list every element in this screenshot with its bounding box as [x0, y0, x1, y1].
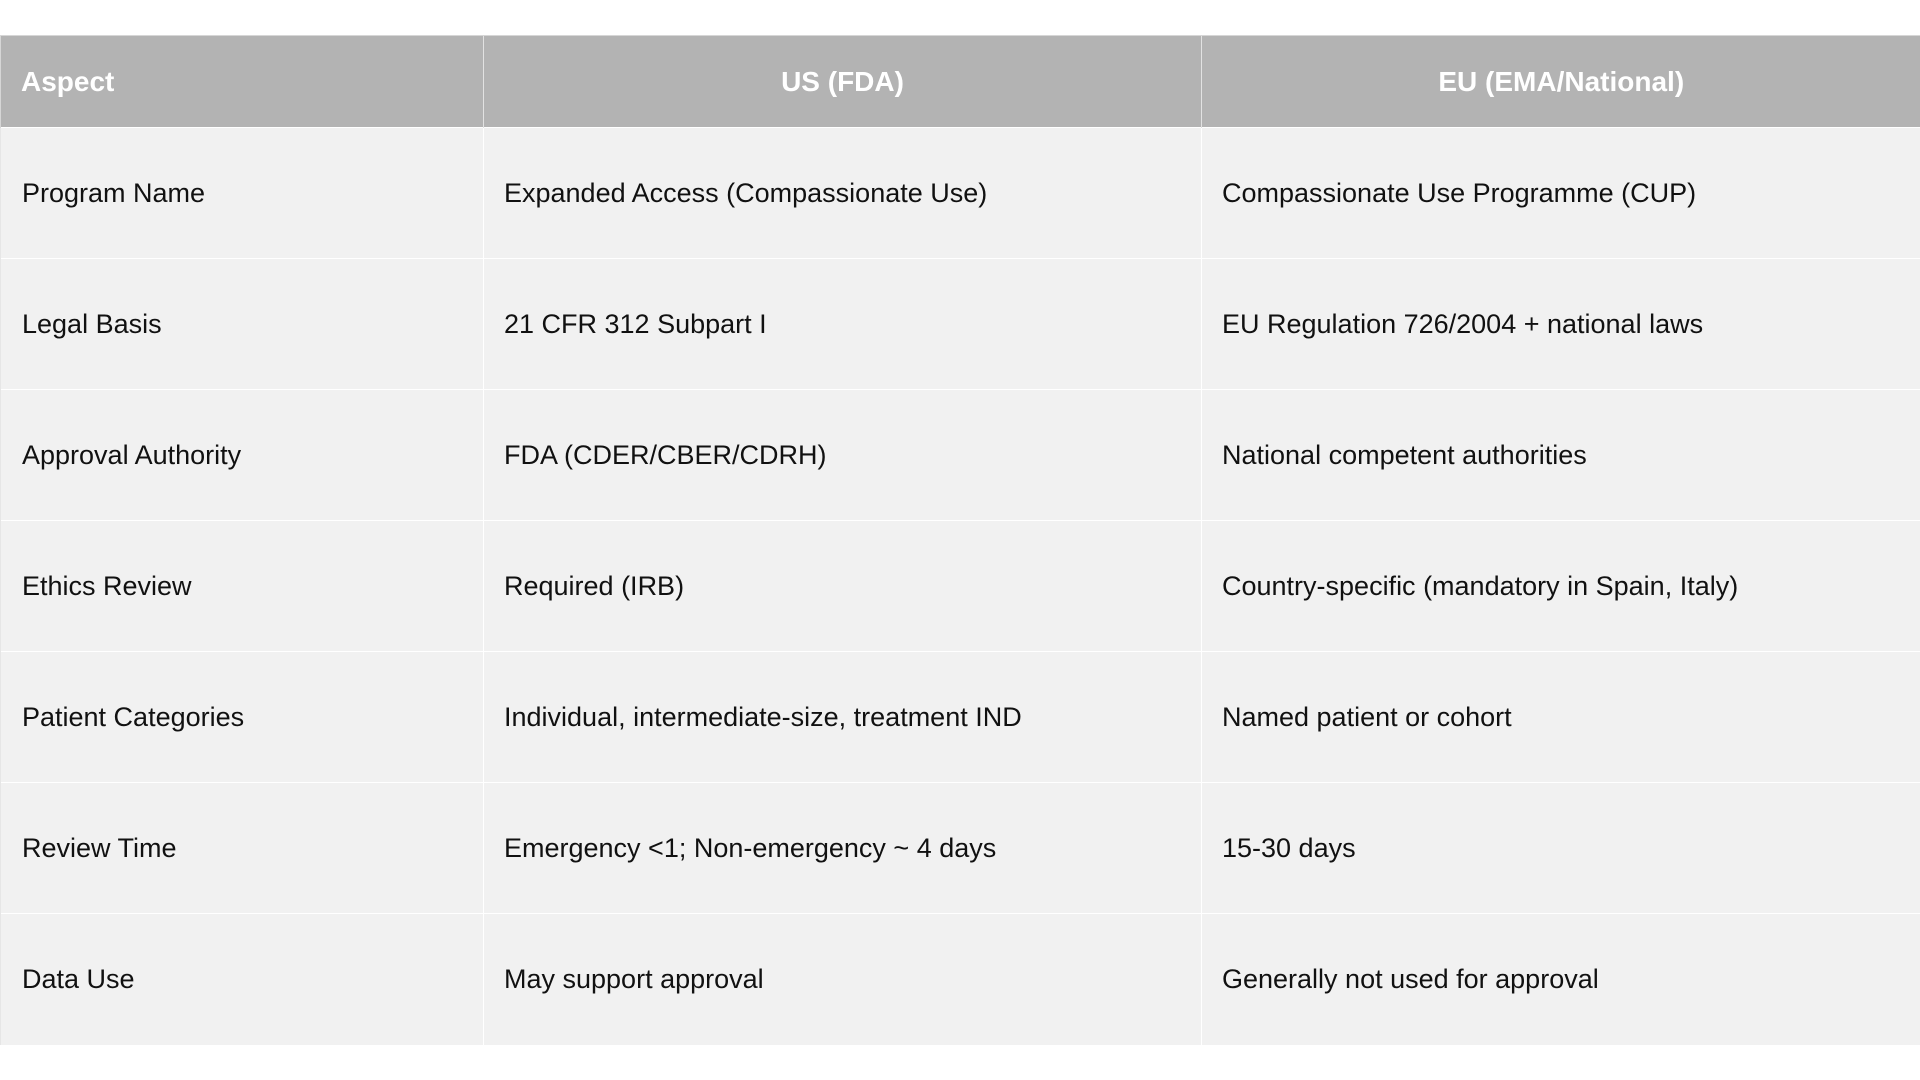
table-row-data-use [1, 914, 1920, 1045]
us-cell: Expanded Access (Compassionate Use) [484, 128, 1202, 259]
table-row-patient-categories [1, 652, 1920, 783]
us-cell: May support approval [484, 914, 1202, 1045]
column-header-us-fda: US (FDA) [484, 36, 1202, 128]
row-label: Ethics Review [1, 521, 484, 652]
row-label: Data Use [1, 914, 484, 1045]
header-row [1, 36, 1920, 128]
eu-cell: Generally not used for approval [1202, 914, 1920, 1045]
eu-cell: Country-specific (mandatory in Spain, Italy) [1202, 521, 1920, 652]
eu-cell: 15-30 days [1202, 783, 1920, 914]
comparison-table-container [0, 35, 1920, 1045]
row-label: Review Time [1, 783, 484, 914]
row-label: Approval Authority [1, 390, 484, 521]
row-label: Legal Basis [1, 259, 484, 390]
us-cell: Emergency <1; Non-emergency ~ 4 days [484, 783, 1202, 914]
table-row-program-name [1, 128, 1920, 259]
us-cell: FDA (CDER/CBER/CDRH) [484, 390, 1202, 521]
table-row-review-time [1, 783, 1920, 914]
table-row-legal-basis [1, 259, 1920, 390]
eu-cell: Named patient or cohort [1202, 652, 1920, 783]
column-header-eu-ema: EU (EMA/National) [1202, 36, 1920, 128]
row-label: Patient Categories [1, 652, 484, 783]
us-cell: Required (IRB) [484, 521, 1202, 652]
row-label: Program Name [1, 128, 484, 259]
table-row-approval-authority [1, 390, 1920, 521]
table-row-ethics-review [1, 521, 1920, 652]
eu-cell: National competent authorities [1202, 390, 1920, 521]
eu-cell: Compassionate Use Programme (CUP) [1202, 128, 1920, 259]
eu-cell: EU Regulation 726/2004 + national laws [1202, 259, 1920, 390]
us-eu-compassionate-use-comparison-table [0, 35, 1920, 1045]
us-cell: 21 CFR 312 Subpart I [484, 259, 1202, 390]
column-header-aspect: Aspect [1, 36, 484, 128]
us-cell: Individual, intermediate-size, treatment IND [484, 652, 1202, 783]
